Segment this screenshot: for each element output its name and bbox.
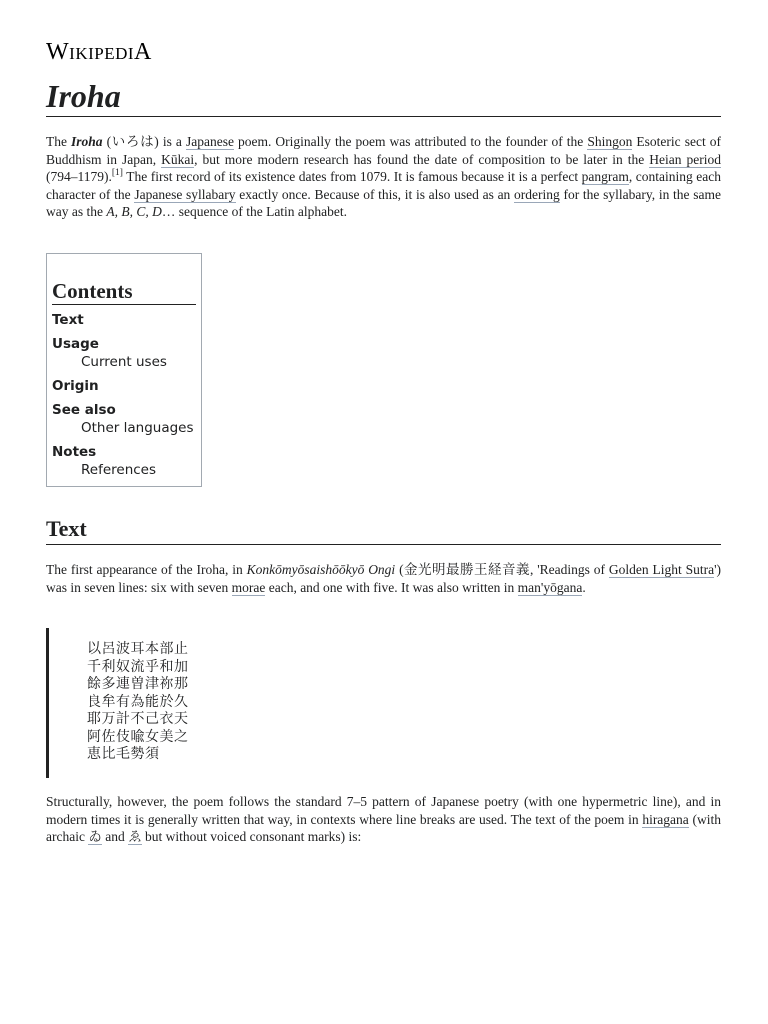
poem-blockquote xyxy=(46,628,249,778)
toc-item-notes[interactable]: Notes xyxy=(52,444,97,460)
poem-line: 恵比毛勢須 xyxy=(87,746,160,762)
link-golden-light-sutra[interactable]: Golden Light Sutra xyxy=(608,562,715,577)
link-we-kana[interactable]: ゑ xyxy=(128,829,142,845)
toc-item-usage[interactable]: Usage xyxy=(52,336,99,352)
link-ordering[interactable]: ordering xyxy=(514,186,560,202)
link-wi-kana[interactable]: ゐ xyxy=(88,829,102,845)
page-title: Iroha xyxy=(46,78,721,117)
toc-item-origin[interactable]: Origin xyxy=(52,378,99,394)
poem-line: 千利奴流乎和加 xyxy=(87,658,189,675)
link-japanese-syllabary[interactable]: Japanese syllabary xyxy=(134,186,236,202)
link-manyogana[interactable]: man'yōgana xyxy=(517,579,583,595)
intro-paragraph: The Iroha (いろは) is a Japanese poem. Originally the poem was attributed to the founder of the Shingon Esoteric sect of Buddhism in Japan, Kūkai, but more modern research has found the date of composition to be later in the Heian period (794–1179).[1] The first record of its existence dates from 1079. It is famous because it is a perfect pangram, containing each character of the Japanese syllabary exactly once. Because of this, it is also used as an ordering for the syllabary, in the same way as the A, B, C, D… sequence of the Latin alphabet. xyxy=(46,134,721,220)
link-pangram[interactable]: pangram xyxy=(581,169,629,185)
poem-line: 餘多連曽津祢那 xyxy=(87,676,189,692)
link-hiragana[interactable]: hiragana xyxy=(642,811,689,827)
wikipedia-logo[interactable] xyxy=(46,40,152,64)
text-paragraph-2: Structurally, however, the poem follows the standard 7–5 pattern of Japanese poetry (with one hypermetric line), and in modern times it is generally written that way, in contexts where line breaks are used. The text of the poem in hiragana (with archaic ゐ and ゑ but without voiced consonant marks) is: xyxy=(46,794,722,845)
logo-final: A xyxy=(134,39,152,65)
poem-line: 良牟有為能於久 xyxy=(87,693,189,710)
link-morae[interactable]: morae xyxy=(231,579,266,595)
text-paragraph-1: The first appearance of the Iroha, in Konkōmyōsaishōōkyō Ongi (金光明最勝王経音義, 'Readings of Golden Light Sutra') was in seven lines: six with seven morae each, and one with five. It was also written in man'yōgana. xyxy=(46,562,722,595)
iroha-term: Iroha xyxy=(71,134,103,149)
logo-middle: IKIPEDI xyxy=(69,44,135,63)
toc-item-text[interactable]: Text xyxy=(52,312,84,328)
toc-item-current-uses[interactable]: Current uses xyxy=(81,354,167,370)
link-kukai[interactable]: Kūkai xyxy=(161,151,195,167)
toc-item-references[interactable]: References xyxy=(81,462,157,478)
section-heading-text: Text xyxy=(46,515,721,545)
poem-line: 以呂波耳本部止 xyxy=(87,641,189,657)
toc-item-other-languages[interactable]: Other languages xyxy=(81,420,194,436)
poem-line: 阿佐伎喩女美之 xyxy=(87,728,189,745)
link-japanese[interactable]: Japanese xyxy=(185,134,234,149)
poem-line: 耶万計不己衣天 xyxy=(87,711,189,727)
reference-1[interactable]: [1] xyxy=(111,168,123,179)
link-heian-period[interactable]: Heian period xyxy=(649,151,721,167)
toc-item-see-also[interactable]: See also xyxy=(52,402,116,418)
toc-title: Contents xyxy=(52,278,196,305)
toc-list xyxy=(52,312,196,479)
table-of-contents xyxy=(46,253,202,487)
logo-initial: W xyxy=(46,39,70,65)
link-shingon[interactable]: Shingon xyxy=(587,134,633,149)
